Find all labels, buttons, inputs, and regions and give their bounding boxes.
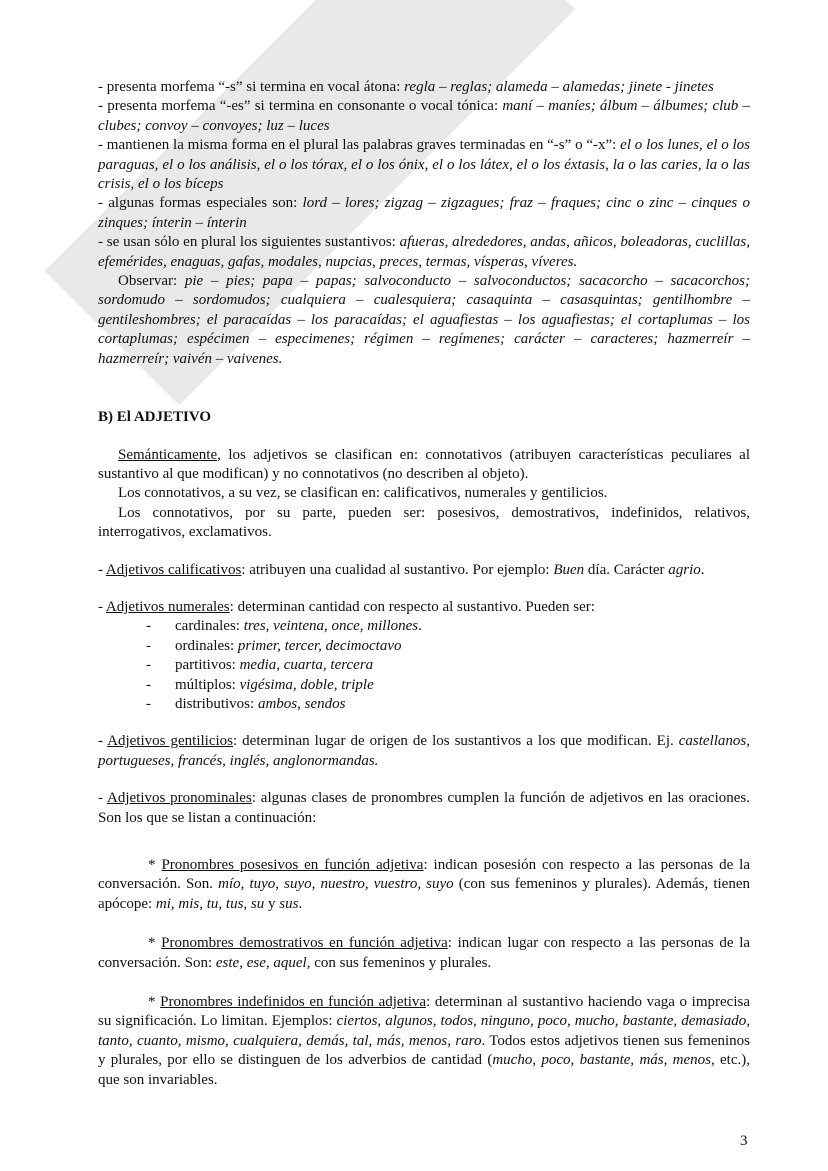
pronombres-demostrativos: * Pronombres demostrativos en función adjetiva: indican lugar con respecto a las personas de la conversación. Son: este, ese, aquel, con sus femeninos y plurales. — [98, 935, 751, 971]
intro-connotativos-2: Los connotativos, por su parte, pueden ser: posesivos, demostrativos, indefinidos, relativos, interrogativos, exclamativos. — [98, 504, 750, 541]
plural-rule-2: - presenta morfema “-es” si termina en consonante o vocal tónica: maní – maníes; álbum – álbumes; club – clubes; convoy – convoyes; luz – luces — [98, 98, 751, 134]
plural-rule-5: - se usan sólo en plural los siguientes sustantivos: afueras, alrededores, andas, añicos, boleadoras, cuclillas, efemérides, enaguas, gafas, modales, nupcias, preces, termas, vísperas, víveres. — [98, 234, 750, 270]
list-item: - distributivos: ambos, sendos — [146, 695, 750, 714]
adjetivos-calificativos: - Adjetivos calificativos: atribuyen una cualidad al sustantivo. Por ejemplo: Buen día. Carácter agrio. — [98, 561, 705, 578]
plural-rule-3: - mantienen la misma forma en el plural las palabras graves terminadas en “-s” o “-x”: el o los lunes, el o los paraguas, el o los análisis, el o los tórax, el o los ónix, el o los látex, el o los éxtasis, la o las caries, la o las crisis, el o los bíceps — [98, 137, 750, 193]
plural-observe: Observar: pie – pies; papa – papas; salvoconducto – salvoconductos; sacacorcho – sacacorchos; sordomudo – sordomudos; cualquiera – cualesquiera; casaquinta – casasquintas; gentilhombre – gentileshombres; el paracaídas – los paracaídas; el aguafiestas – los aguafiestas; el cortaplumas – los cortaplumas; espécimen – especimenes; régimen – regímenes; carácter – caracteres; hazmerreír – hazmerreír; vaivén – vaivenes. — [98, 273, 750, 367]
adjetivos-pronominales: - Adjetivos pronominales: algunas clases de pronombres cumplen la función de adjetivos en las oraciones. Son los que se listan a continuación: — [98, 790, 750, 826]
intro-semantic: Semánticamente, los adjetivos se clasifican en: connotativos (atribuyen características peculiares al sustantivo al que modifican) y no connotativos (no describen al objeto). — [98, 446, 750, 482]
list-item: - partitivos: media, cuarta, tercera — [146, 656, 750, 675]
adjetivos-numerales: - Adjetivos numerales: determinan cantidad con respecto al sustantivo. Pueden ser: — [98, 598, 595, 615]
plural-rule-1: - presenta morfema “-s” si termina en vocal átona: regla – reglas; alameda – alamedas; jinete - jinetes — [98, 79, 714, 95]
section-title: B) El ADJETIVO — [98, 409, 212, 426]
pronombres-indefinidos: * Pronombres indefinidos en función adjetiva: determinan al sustantivo haciendo vaga o imprecisa su significación. Lo limitan. Ejemplos: ciertos, algunos, todos, ninguno, poco, mucho, bastante, demasiado, tanto, cuanto, mismo, cualquiera, demás, tal, más, menos, raro. Todos estos adjetivos tienen sus femeninos y plurales, por ello se distinguen de los adverbios de cantidad (mucho, poco, bastante, más, menos, etc.), que son invariables. — [98, 994, 751, 1088]
list-item: - ordinales: primer, tercer, decimoctavo — [146, 637, 750, 656]
plural-rule-4: - algunas formas especiales son: lord – lores; zigzag – zigzagues; fraz – fraques; cinc o zinc – cinques o zinques; ínterin – ínterin — [98, 195, 750, 231]
intro-connotativos-1: Los connotativos, a su vez, se clasifican en: calificativos, numerales y gentilicios. — [118, 485, 608, 502]
numerales-list — [98, 617, 750, 714]
document-page — [98, 78, 750, 1090]
adjetivos-gentilicios: - Adjetivos gentilicios: determinan lugar de origen de los sustantivos a los que modifican. Ej. castellanos, portugueses, francés, inglés, anglonormandas. — [98, 733, 750, 769]
pronombres-posesivos: * Pronombres posesivos en función adjetiva: indican posesión con respecto a las personas de la conversación. Son. mío, tuyo, suyo, nuestro, vuestro, suyo (con sus femeninos y plurales). Además, tienen apócope: mi, mis, tu, tus, su y sus. — [98, 857, 751, 912]
list-item: - cardinales: tres, veintena, once, millones. — [146, 617, 750, 636]
list-item: - múltiplos: vigésima, doble, triple — [146, 676, 750, 695]
page-number: 3 — [740, 1133, 748, 1149]
